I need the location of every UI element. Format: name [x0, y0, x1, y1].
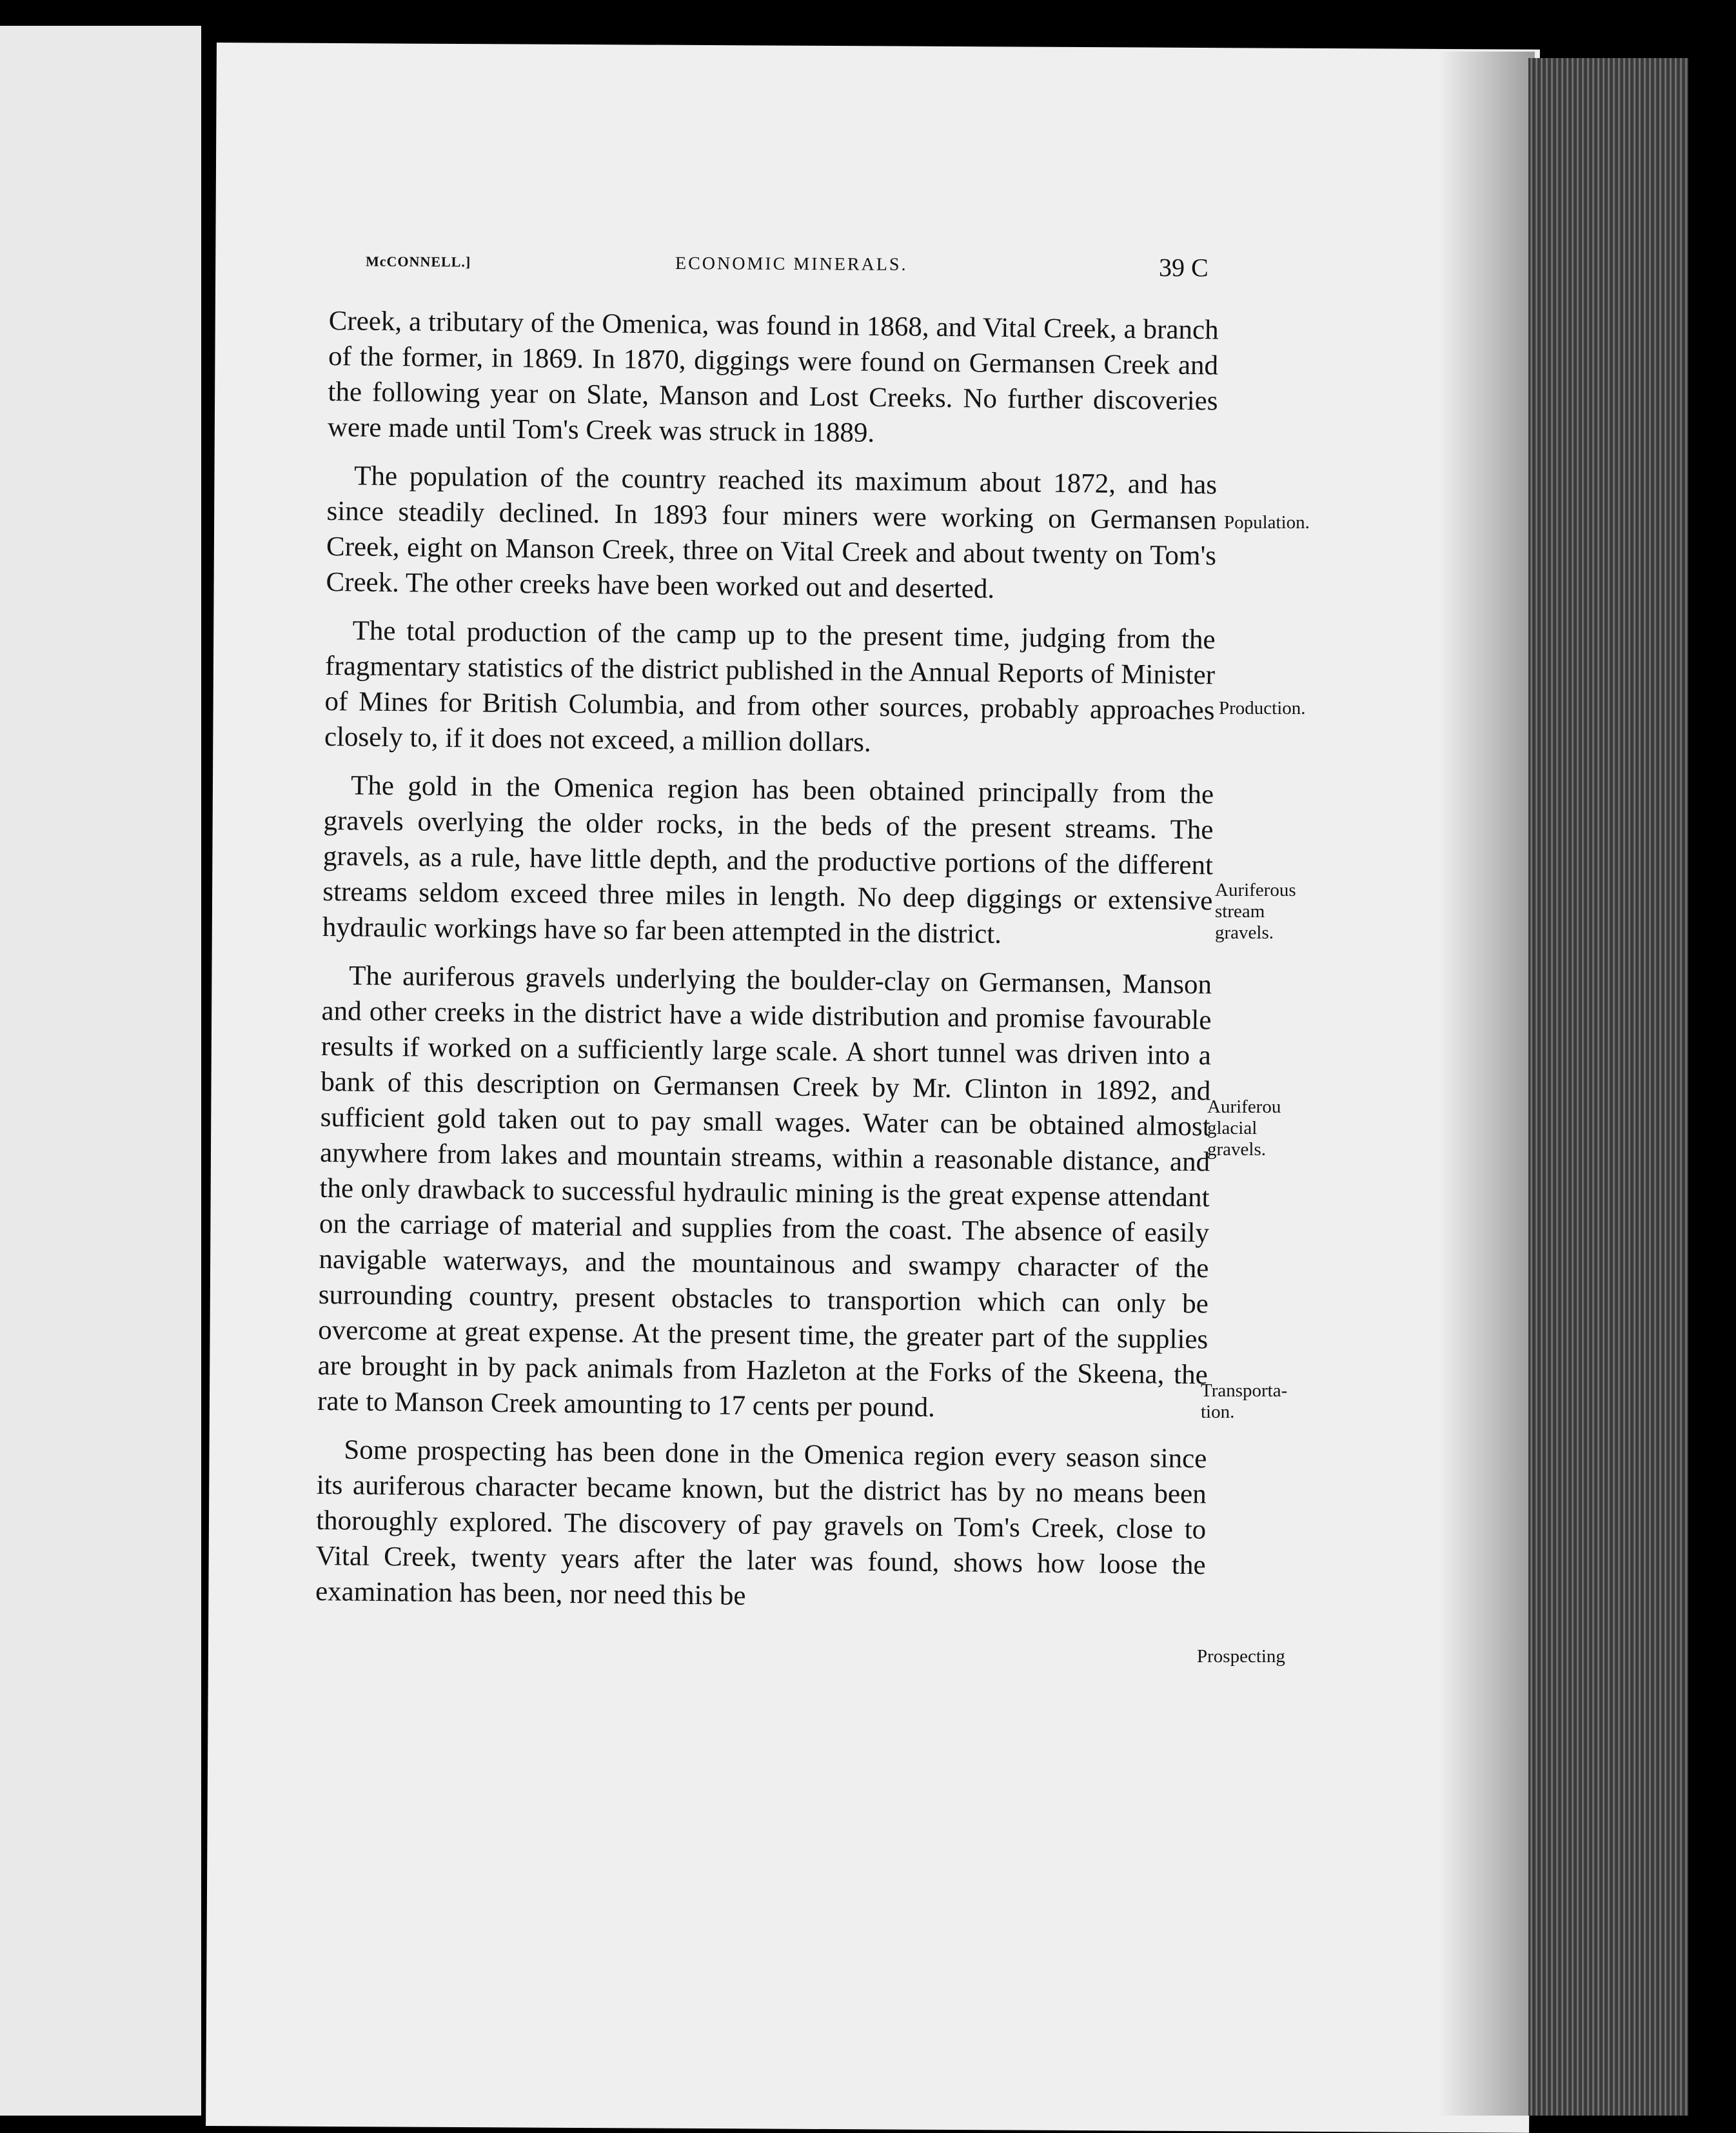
paragraph-population: The population of the country reached its maximum about 1872, and has since steadily declined. In 1893 four miners were working on Germansen Creek, eight on Manson Creek, three on Vital Creek and about twenty on Tom's Creek. The other creeks have been worked out and deserted. — [326, 461, 1218, 604]
paragraph-glacial-gravels: The auriferous gravels underlying the boulder-clay on Germansen, Manson and other creeks in the district have a wide distribution and promise favourable results if worked on a sufficiently large scale. A short tunnel was driven into a bank of this description on Germansen Creek by Mr. Clinton in 1892, and sufficient gold taken out to pay small wages. Water can be obtained almost anywhere from lakes and mountain streams, within a reasonable distance, and the only drawback to successful hydraulic mining is the great expense attendant on the carriage of material and supplies from the coast. The absence of easily navigable waterways, and the mountainous and swampy character of the surrounding country, present obstacles to transportion which can only be overcome at great expense. At the present time, the greater part of the supplies are brought in by pack animals from Hazleton at the Forks of the Skeena, the rate to Manson Creek amounting to 17 cents per pound. — [317, 960, 1212, 1423]
paragraph-prospecting: Some prospecting has been done in the Omenica region every season since its auriferous character became known, but the district has by no means been thoroughly explored. The discovery of pay gravels on Tom's Creek, close to Vital Creek, twenty years after the later was found, shows how loose the examination has been, nor need this be — [315, 1434, 1207, 1611]
paragraph-production: The total production of the camp up to the present time, judging from the fragmentary statistics of the district published in the Annual Reports of Minister of Mines for British Columbia, and from other sources, probably approaches closely to, if it does not exceed, a million dollars. — [324, 615, 1216, 758]
side-note-transportation: Transporta- tion. — [1201, 1380, 1288, 1422]
book-edge — [1528, 58, 1688, 2116]
section-title: ECONOMIC MINERALS. — [675, 253, 908, 275]
author-name: McCONNELL.] — [365, 253, 471, 270]
paragraph-creek-discoveries: Creek, a tributary of the Omenica, was found in 1868, and Vital Creek, a branch of the former, in 1869. In 1870, diggings were found on Germansen Creek and the following year on Slate, Manson and Lost Creeks. No further discoveries were made until Tom's Creek was struck in 1889. — [327, 305, 1219, 448]
page-edge-shadow — [1438, 52, 1535, 2116]
page-number: 39 C — [1158, 252, 1208, 283]
running-head — [366, 248, 1217, 292]
side-note-production: Production. — [1219, 698, 1306, 719]
side-note-auriferous-stream: Auriferous stream gravels. — [1215, 880, 1296, 943]
side-note-auriferous-glacial: Auriferou glacial gravels. — [1207, 1096, 1281, 1160]
side-note-prospecting: Prospecting — [1197, 1646, 1285, 1667]
paragraph-stream-gravels: The gold in the Omenica region has been obtained principally from the gravels overlying the older rocks, in the beds of the present streams. The gravels, as a rule, have little depth, and the productive portions of the different streams seldom exceed three miles in length. No deep diggings or extensive hydraulic workings have so far been attempted in the district. — [322, 770, 1214, 949]
side-note-population: Population. — [1224, 512, 1310, 533]
body-text — [315, 303, 1219, 1631]
left-page — [0, 26, 201, 2116]
